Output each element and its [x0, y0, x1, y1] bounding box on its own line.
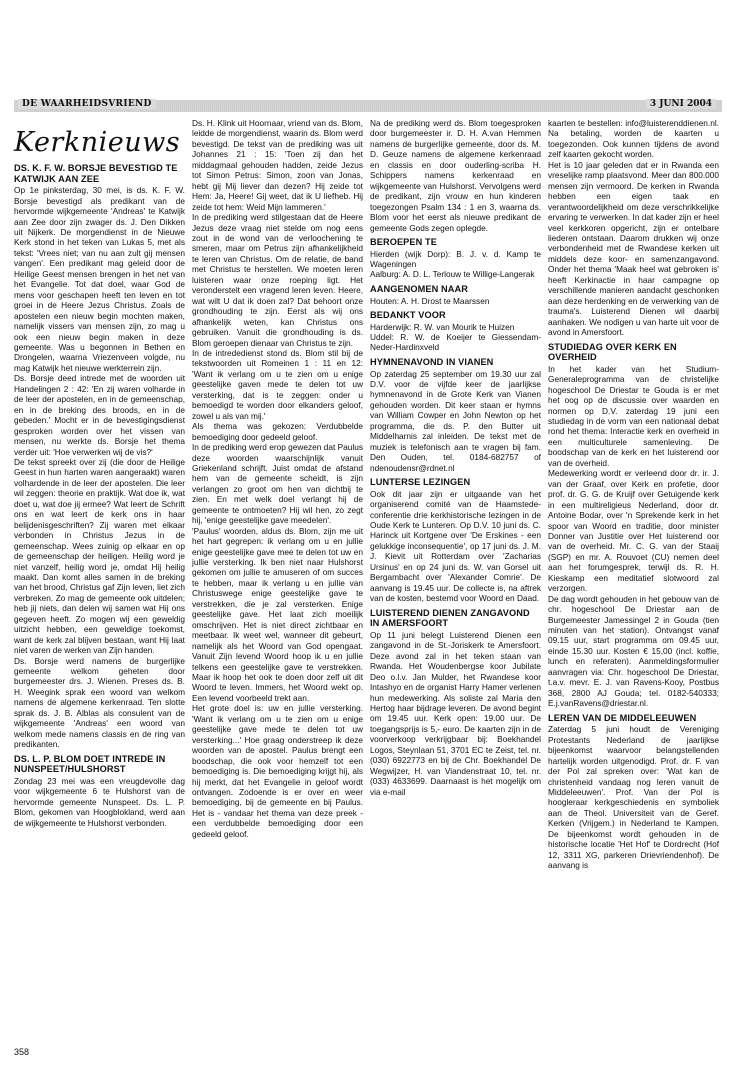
article-heading: LUISTEREND DIENEN ZANGAVOND IN AMERSFOORT: [370, 607, 530, 629]
article-paragraph: In de intrededienst stond ds. Blom stil bij de tekstwoorden uit Romeinen 1 : 11 en 12: 'Want ik verlang om u te zien om u enige geestelijke gaven mede te delen tot uw versterking, dat is te zeggen: onder u bemoedigd te worden door elkanders geloof, zowel u als van mij.': [192, 347, 363, 421]
column-4: [548, 118, 719, 871]
column-1-content: [14, 163, 185, 828]
article-paragraph: Harderwijk: R. W. van Mourik te Huizen: [370, 321, 515, 332]
article-paragraph: Het grote doel is: uw en jullie versterking. 'Want ik verlang om u te zien om u enige geestelijke gave mede te delen tot uw versterking...' Hoe graag onderstreep ik deze woorden van de apostel. Paulus brengt een boodschap, die ook voor hemzelf tot een bemoediging is. Die bemoediging krijgt hij, als hij merkt, dat het Evangelie in geloof wordt ontvangen. Zodoende is er over en weer bemoediging, bij de gemeente en bij Paulus. Het is - vandaar het thema van deze preek - een verdubbelde bemoediging door een gedeeld geloof.: [192, 703, 363, 839]
article-paragraph: Op 1e pinksterdag, 30 mei, is ds. K. F. W. Borsje bevestigd als predikant van de hervormde wijkgemeente 'Andreas' te Katwijk aan Zee door zijn zwager ds. J. Den Dikken uit Nijkerk. De morgendienst in de Nieuwe Kerk stond in het teken van Lukas 5, met als tekst: 'Vrees niet; van nu aan zult gij mensen vangen'. Een predikant mag geleid door de Heilige Geest mensen brengen in het net van het Evangelie. Tot dat doel, waar God de mens voor geschapen heeft ten leven en tot groei in de Heere Jezus Christus. Zoals de apostelen een nieuw begin mochten maken, namelijk vissers van mensen zijn, zo mag u ook een nieuw begin maken in deze gemeente. Was u begonnen in Bethen en Drongelen, waarna Vriezenveen volgde, nu mag Katwijk het nieuwe werkterrein zijn.: [14, 185, 185, 373]
article-heading: LEREN VAN DE MIDDELEEUWEN: [548, 712, 697, 723]
article-heading: STUDIEDAG OVER KERK EN OVERHEID: [548, 341, 677, 363]
running-header: [14, 100, 722, 112]
publication-name: DE WAARHEIDSVRIEND: [18, 99, 156, 109]
article-paragraph: 'Paulus' woorden, aldus ds. Blom, zijn me uit het hart gegrepen: ik verlang om u en jullie enige geestelijke gave mee te delen tot uw en jullie versterking. Ik ben niet naar Hulshorst gekomen om jullie te amuseren of om succes te hebben, maar ik verlang u en jullie van Christuswege enige geestelijke gave te verstrekken, die je zal versterken. Enige geestelijke gave. Het laat zich moeilijk omschrijven. Het is niet direct zichtbaar en meetbaar. Ik weet wel, wanneer dit gebeurt, namelijk als het Woord van God opengaat. Vanuit Zijn levend Woord hoop ik u en jullie telkens een geestelijke gave te verstrekken. Maar ik hoop het ook te doen door zelf uit dit Woord te leven. Immers, het Woord wekt op. Een levend voorbeeld trekt aan.: [192, 525, 363, 703]
article-paragraph: Ds. H. Klink uit Hoornaar, vriend van ds. Blom, leidde de morgendienst, waarin ds. Blom werd bevestigd. De tekst van de prediking was uit Johannes 21 : 15: 'Toen zij dan het middagmaal gehouden hadden, zeide Jezus tot Simon Petrus: Simon, zoon van Jonas, hebt gij Mij liever dan dezen? Hij zeide tot Hem: Ja, Heere! Gij weet, dat ik U liefheb. Hij zeide tot hem: Weid Mijn lammeren.': [192, 118, 363, 212]
article-paragraph: Uddel: R. W. de Koeijer te Giessendam-Neder-Hardinxveld: [370, 332, 541, 353]
article-paragraph: kaarten te bestellen: info@luisterenddienen.nl. Na betaling, worden de kaarten u toegezonden. Ook kunnen tijdens de avond zelf kaarten gekocht worden.: [548, 118, 719, 160]
issue-date: 3 JUNI 2004: [646, 99, 716, 109]
article-paragraph: Op zaterdag 25 september om 19.30 uur zal D.V. voor de vijfde keer de jaarlijkse hymnenavond in de Grote Kerk van Vianen gehouden worden. Dit keer staan er hymns van William Cowper en John Newton op het programma, die ds. P. den Butter uit Middelharnis zal inleiden. De tekst met de muziek is telefonisch aan te vragen bij fam. Den Ouden, tel. 0184-682757 of ndenoudensr@rdnet.nl: [370, 368, 541, 473]
article-heading: AANGENOMEN NAAR: [370, 283, 468, 294]
article-paragraph: Ook dit jaar zijn er uitgaande van het organiserend comité van de Haamstede-conferentie drie kerkhistorische lezingen in de Oude Kerk te Lunteren. Op D.V. 10 juni ds. C. Harinck uit Kortgene over 'De Erskines - een gelukkige inconsequentie', op 17 juni ds. J. M. J. Kievit uit Rotterdam over 'Zacharias Ursinus' en op 24 juni ds. W. van Gorsel uit Bergambacht over 'Alexander Comrie'. De aanvang is 19.45 uur. De collecte is, na aftrek van de kosten, bestemd voor Woord en Daad.: [370, 488, 541, 604]
article-paragraph: Na de prediking werd ds. Blom toegesproken door burgemeester ir. D. H. A.van Hemmen namens de burgerlijke gemeente, door ds. M. D. Geuze namens de algemene kerkenraad en classis en door ouderling-scriba H. Schippers namens kerkenraad en wijkgemeente van Hulshorst. Vervolgens werd de predikant, zijn vrouw en hun kinderen toegezongen Psalm 134 : 1 en 3, waarna ds. Blom voor het eerst als nieuwe predikant de gemeente Gods zegen oplegde.: [370, 118, 541, 233]
article-paragraph: Ds. Borsje werd namens de burgerlijke gemeente welkom geheten door burgemeester drs. J. Wienen. Preses ds. B. H. Weegink sprak een woord van welkom namens de algemene kerkenraad. Ten slotte sprak ds. J. B. Alblas als consulent van de wijkgemeente 'Andreas' een woord van welkom mede namens classis en de ring van predikanten.: [14, 655, 185, 750]
page-title: Kerknieuws: [14, 127, 181, 158]
column-1: [14, 118, 185, 828]
article-heading: HYMNENAVOND IN VIANEN: [370, 356, 494, 367]
article-paragraph: Op 11 juni belegt Luisterend Dienen een zangavond in de St.-Joriskerk te Amersfoort. Deze avond zal in het teken staan van Rwanda. Het Woudenbergse koor Jubilate Deo o.l.v. Jan Mulder, het Rwandese koor Intashyo en de organist Harry Hamer verlenen hun medewerking. Als soliste zal Maria den Hertog haar bijdrage leveren. De avond begint om 19.45 uur. Kerk open: 19.00 uur. De toegangsprijs is 5,- euro. De kaarten zijn in de voorverkoop verkrijgbaar bij: Boekhandel Logos, Steynlaan 51, 3701 EC te Zeist, tel. nr. (030) 6922773 en bij de Chr. Boekhandel De Wegwijzer, H. van Viandenstraat 10, tel. nr. (033) 4633699. Daarnaast is het mogelijk om via e-mail: [370, 629, 541, 797]
article-paragraph: In de prediking werd stilgestaan dat de Heere Jezus deze vraag niet stelde om nog eens zout in de wond van de verloochening te smeren, maar om Petrus zijn afhankelijkheid te leren van Christus. Om de relatie, de band met Christus te herstellen. We moeten leren luisteren waar onze roeping ligt. Het veronderstelt een vragend leren leven. Heere, wat wilt U dat ik doen zal? Dat behoort onze grondhouding te zijn. Eerst als wij ons afhankelijk weten, kan Christus ons gebruiken. Vanuit die grondhouding is ds. Blom geroepen dienaar van Christus te zijn.: [192, 212, 363, 348]
column-2: [192, 118, 363, 839]
article-paragraph: In de prediking werd erop gewezen dat Paulus deze woorden waarschijnlijk vanuit Griekenland schrijft. Juist omdat de afstand hem van de gemeente scheidt, is zijn verlangen zo groot om hen van dichtbij te zien. En met welk doel verlangt hij de gemeente te ontmoeten? Hij wil hen, zo zegt hij, 'enige geestelijke gave meedelen'.: [192, 442, 363, 526]
article-heading: BEROEPEN TE: [370, 236, 437, 247]
article-paragraph: Zondag 23 mei was een vreugdevolle dag voor wijkgemeente 6 te Hulshorst van de hervormde gemeente Nunspeet. Ds. L. P. Blom, gekomen van Hoogblokland, werd aan de wijkgemeente te Hulshorst verbonden.: [14, 775, 185, 828]
page-number: 358: [14, 1047, 30, 1057]
article-paragraph: Zaterdag 5 juni houdt de Vereniging Protestants Nederland de jaarlijkse bijeenkomst waarvoor belangstellenden hartelijk worden uitgenodigd. Prof. dr. F. van der Pol zal spreken over: 'Wat kan de christenheid vandaag nog leren vanuit de Middeleeuwen'. Prof. Van der Pol is hoogleraar kerkgeschiedenis en symboliek aan de Theol. Universiteit van de Geref. Kerken (Vrijgem.) in Nederland te Kampen. De bijeenkomst wordt gehouden in de historische locatie 'Het Hof' te Dordrecht (Hof 12, 3311 XG, parkeren Drievriendenhof). De aanvang is: [548, 724, 719, 871]
column-3: [370, 118, 541, 797]
article-paragraph: Hierden (wijk Dorp): B. J. v. d. Kamp te Wageningen: [370, 248, 541, 270]
article-paragraph: Het is 10 jaar geleden dat er in Rwanda een vreselijke ramp plaatsvond. Meer dan 800.000 mensen zijn vermoord. De kerken in Rwanda hebben een eigen taak en verantwoordelijkheid om deze verschrikkelijke ervaring te verwerken. In dat kader zijn er heel veel kerkkoren opgericht, zijn er ontelbare liederen ontstaan. Daarom drukken wij onze verbondenheid met de Rwandese kerken uit middels deze koor- en samenzangavond. Onder het thema 'Maak heel wat gebroken is' heeft Kerkinactie in haar campagne op verschillende manieren aandacht geschonken aan deze herdenking en de verwerking van de trauma's. Luisterend Dienen wil daarbij aanhaken. We nodigen u van harte uit voor de avond in Amersfoort.: [548, 159, 719, 338]
article-paragraph: In het kader van het Studium-Generaleprogramma van de christelijke hogeschool De Driestar te Gouda is er met het oog op de discussie over waarden en normen op D.V. zaterdag 19 juni een studiedag in de vorm van een nationaal debat rond het thema: Interactie kerk en overheid in een multiculturele samenleving. De boodschap van de kerk en het luisterend oor van de overheid.: [548, 363, 719, 468]
article-paragraph: Als thema was gekozen: Verdubbelde bemoediging door gedeeld geloof.: [192, 421, 363, 442]
article-paragraph: Aalburg: A. D. L. Terlouw te Willige-Langerak: [370, 269, 535, 280]
article-paragraph: Ds. Borsje deed intrede met de woorden uit Handelingen 2 : 42: 'En zij waren volharde in de leer der apostelen, en in de gemeenschap, en in de breking des broods, en in de gebeden.' Mocht er in de bevestigingsdienst gesproken worden over het vissen van mensen, nu werkte ds. Borsje het thema verder uit: 'Hoe verwerken wij de vis?': [14, 373, 185, 457]
article-heading: BEDANKT VOOR: [370, 309, 446, 320]
article-heading: DS. L. P. BLOM DOET INTREDE IN NUNSPEET/HULSHORST: [14, 753, 166, 775]
article-paragraph: Medewerking wordt er verleend door dr. ir. J. van der Graaf, over Kerk en profetie, door prof. dr. G. G. de Kruijf over Getuigende kerk in een multireligieus Nederland, door dr. Antoine Bodar, over 'n Sprekende kerk in het spoor van Woord en traditie, door minister Donner van Justitie over Het luisterend oor van de overheid. Mr. C. G. van der Staaij (SGP) en mr. A. Rouvoet (CU) nemen deel aan het forumgesprek, terwijl ds. R. H. Kieskamp een meditatief slotwoord zal verzorgen.: [548, 468, 719, 594]
article-heading: DS. K. F. W. BORSJE BEVESTIGD TE KATWIJK AAN ZEE: [14, 163, 178, 184]
article-paragraph: De dag wordt gehouden in het gebouw van de chr. hogeschool De Driestar aan de Burgemeester Jamessingel 2 in Gouda (tien minuten van het station). Ontvangst vanaf 09.15 uur, start programma om 09.45 uur, einde 15.30 uur. Kosten € 15,00 (incl. koffie, lunch en referaten). Aanmeldingsformulier aanvragen via: Chr. hogeschool De Driestar, t.a.v. mevr. E. J. van Ravens-Kooy, Postbus 368, 2800 AJ Gouda; tel. 0182-540333; E.j.vanRavens@driestar.nl.: [548, 593, 719, 709]
article-paragraph: De tekst spreekt over zij (die door de Heilige Geest in hun harten waren aangeraakt) waren volhardende in de leer der apostelen. Die leer wil zeggen: theorie en praktijk. Wat doe ik, wat doet u, wat doe jij ermee? Wat leert de Schrift ons en wat leert de kerk ons in haar belijdenisgeschriften? Zij waren met elkaar verbonden in Christus Jezus in de gemeenschap. Wees zuinig op elkaar en op de gemeenschap der heiligen. Heilig word je niet vanzelf, heilig word je, omdat Hij heilig maakt. Dan komt alles samen in de breking van het brood, Christus gaf Zijn leven, liet zich verbreken. Zo mag de gemeente ook uitdelen; heb jij niets, dan delen wij samen wat Hij ons gegeven heeft. Zo mogen wij een geweldig uitzicht hebben, een geweldige toekomst, want de kerk zal blijven bestaan, want Hij laat niet varen de werken van Zijn handen.: [14, 456, 185, 656]
article-heading: LUNTERSE LEZINGEN: [370, 477, 471, 488]
article-paragraph: Houten: A. H. Drost te Maarssen: [370, 295, 490, 306]
